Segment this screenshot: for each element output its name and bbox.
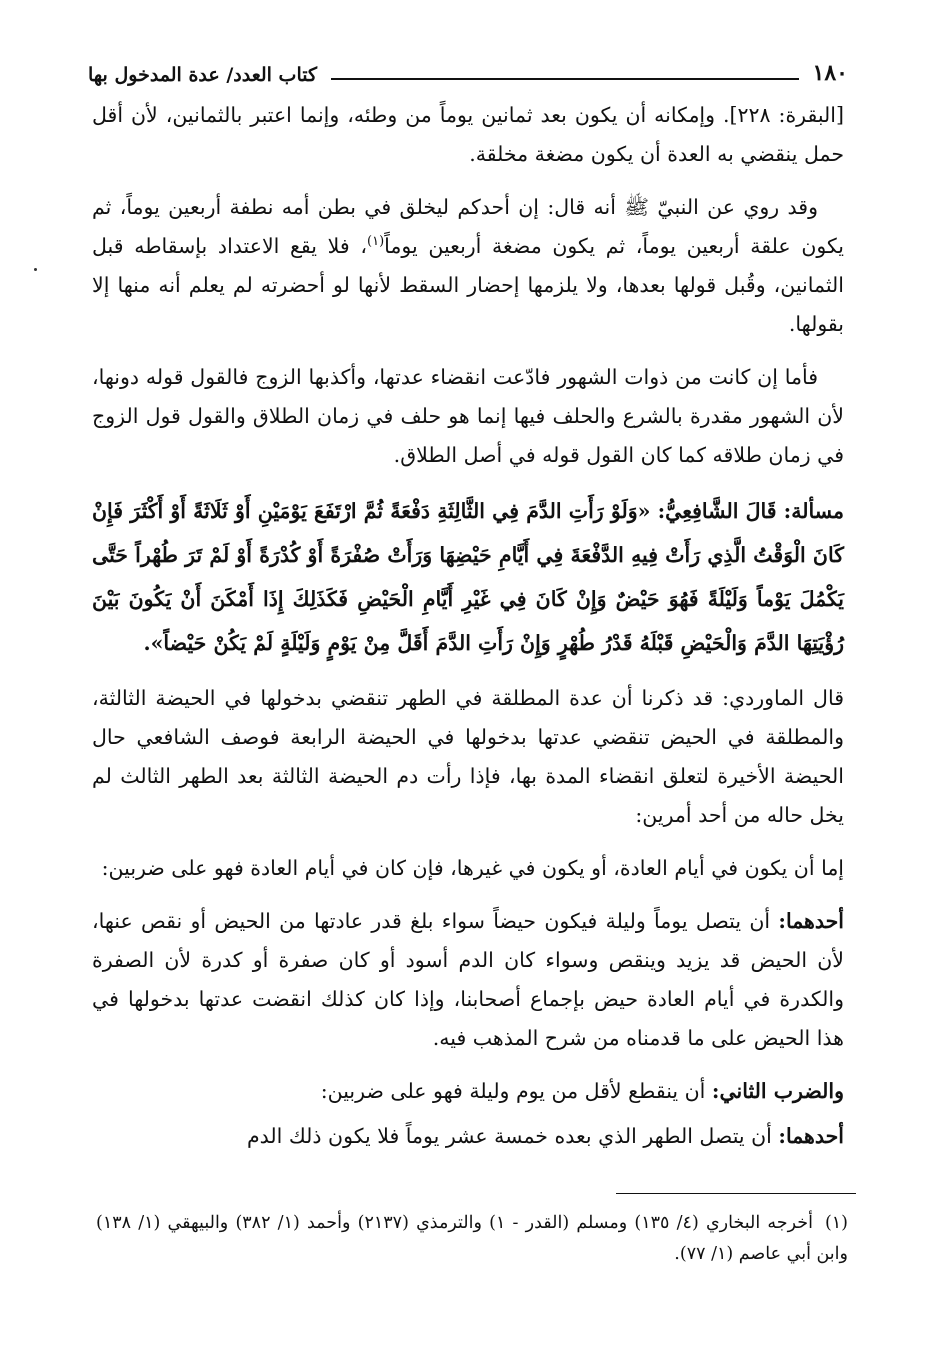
- paragraph-8-heading: والضرب الثاني:: [711, 1079, 844, 1103]
- paragraph-2: [92, 188, 844, 344]
- paragraph-1: [البقرة: ٢٢٨]. وإمكانه أن يكون بعد ثمانين يوماً من وطئه، وإنما اعتبر بالثمانين، لأن أقل حمل ينقضي به العدة أن يكون مضغة مخلقة.: [92, 103, 844, 166]
- paragraph-7-heading: أحدهما:: [778, 909, 844, 933]
- header-rule: [331, 78, 799, 80]
- paragraph-mawardi: قال الماوردي: قد ذكرنا أن عدة المطلقة في الطهر تنقضي بدخولها في الحيضة الثالثة، والمطلقة في الحيض تنقضي عدتها بدخولها في الحيضة الرابعة فوصف الشافعي حال الحيضة الأخيرة لتعلق انقضاء المدة بها، فإذا رأت دم الحيضة الثالثة بعد الطهر الثالث لم يخل حاله من أحد أمرين:: [92, 686, 844, 827]
- paragraph-9-text: أن يتصل الطهر الذي بعده خمسة عشر يوماً فلا يكون ذلك الدم: [246, 1124, 779, 1148]
- paragraph-3: فأما إن كانت من ذوات الشهور فادّعت انقضاء عدتها، وأكذبها الزوج فالقول قوله دونها، لأن الشهور مقدرة بالشرع والحلف فيها إنما هو حلف في زمان الطلاق والقول قول الزوج في زمان طلاقه كما كان القول قوله في أصل الطلاق.: [92, 365, 844, 467]
- paragraph-2-part-a: وقد روي عن النبيّ ﷺ أنه قال: إن أحدكم ليخلق في بطن أمه نطفة أربعين يوماً، ثم يكون علقة أربعين يوماً، ثم يكون مضغة أربعين يوماً: [92, 195, 845, 258]
- footnote-reference[interactable]: (١): [367, 234, 385, 250]
- footnote-text: أخرجه البخاري (٤/ ١٣٥) ومسلم (القدر - ١) والترمذي (٢١٣٧) وأحمد (١/ ٣٨٢) والبيهقي (١/ ١٣٨) وابن أبي عاصم (١/ ٧٧).: [96, 1213, 848, 1264]
- paragraph-6: إما أن يكون في أيام العادة، أو يكون في غيرها، فإن كان في أيام العادة فهو على ضربين:: [101, 856, 844, 880]
- footnote: [96, 1208, 848, 1270]
- main-text: [92, 96, 844, 1170]
- paragraph-2-part-b: ، فلا يقع الاعتداد بإسقاطه قبل الثمانين، وقُبل قولها بعدها، ولا يلزمها إحضار السقط لأنها لو أحضرته لم يعلم أنه منها إلا بقولها.: [92, 234, 844, 336]
- paragraph-9-heading: أحدهما:: [778, 1124, 844, 1148]
- paragraph-7: [92, 902, 844, 1058]
- book-title: كتاب العدد/ عدة المدخول بها: [88, 64, 318, 86]
- paragraph-8: [92, 1072, 844, 1111]
- footnote-separator: [616, 1193, 856, 1194]
- paragraph-9: [92, 1117, 844, 1156]
- masala-heading: مسألة: قَالَ الشَّافِعِيُّ:: [657, 499, 844, 523]
- paragraph-7-text: أن يتصل يوماً وليلة فيكون حيضاً سواء بلغ قدر عادتها من الحيض أو نقص عنها، لأن الحيض قد يزيد وينقص وسواء كان الدم أسود أو كان صفرة أو كدرة لأن الصفرة والكدرة في أيام العادة حيض بإجماع أصحابنا، وإذا كان كذلك انقضت عدتها بدخولها في هذا الحيض على ما قدمناه من شرح المذهب فيه.: [92, 909, 844, 1050]
- running-header: [88, 56, 848, 90]
- shafii-quote: «وَلَوْ رَأَتِ الدَّمَ فِي الثَّالِثَةِ دَفْعَةً ثُمَّ ارْتَفَعَ يَوْمَيْنِ أَوْ ثَلَاثَةً أَوْ أَكْثَرَ فَإِنْ كَانَ الْوَقْتُ الَّذِي رَأَتْ فِيهِ الدَّفْعَةَ فِي أَيَّامِ حَيْضِهَا وَرَأَتْ صُفْرَةً أَوْ كُدْرَةً أَوْ لَمْ تَرَ طُهْراً حَتَّى يَكْمُلَ يَوْماً وَلَيْلَةً فَهُوَ حَيْضٌ وَإِنْ كَانَ فِي غَيْرِ أَيَّامِ الْحَيْضِ فَكَذَلِكَ إِذَا أَمْكَنَ أَنْ يَكُونَ بَيْنَ رُؤْيَتِهَا الدَّمَ وَالْحَيْضِ قَبْلَهُ قَدْرُ طُهْرٍ وَإِنْ رَأَتِ الدَّمَ أَقَلَّ مِنْ يَوْمٍ وَلَيْلَةٍ لَمْ يَكُنْ حَيْضاً».: [92, 499, 844, 655]
- scan-speck: [34, 268, 37, 271]
- masala-paragraph: [92, 489, 844, 665]
- paragraph-8-text: أن ينقطع لأقل من يوم وليلة فهو على ضربين:: [320, 1079, 712, 1103]
- footnote-number: (١): [824, 1213, 848, 1233]
- page-number: ١٨٠: [812, 60, 848, 86]
